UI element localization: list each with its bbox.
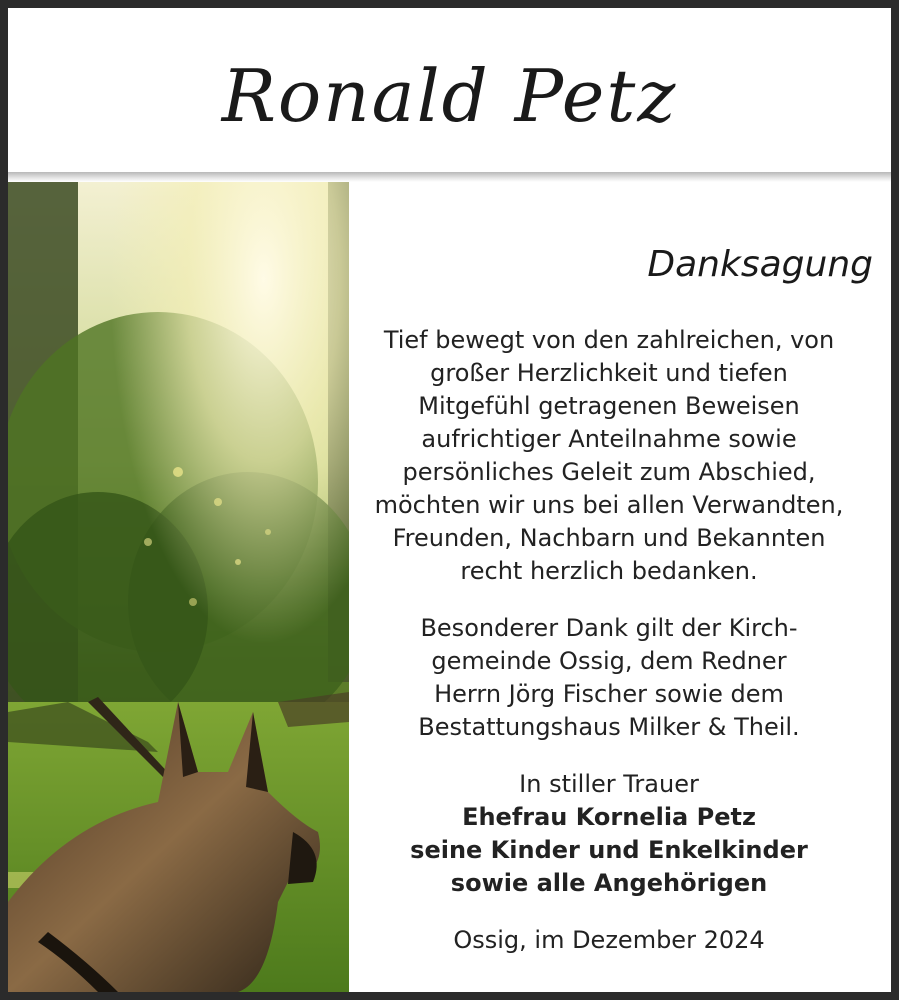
mourner-line: seine Kinder und Enkelkinder	[410, 836, 808, 864]
notice-title: Danksagung	[647, 244, 873, 285]
header-divider	[8, 172, 891, 182]
notice-text-column	[349, 182, 891, 992]
forest-dog-image	[8, 182, 349, 992]
text-line: persönliches Geleit zum Abschied,	[402, 458, 816, 486]
text-line: großer Herzlichkeit und tiefen	[430, 359, 788, 387]
text-line: Besonderer Dank gilt der Kirch-	[420, 614, 798, 642]
mourner-line: sowie alle Angehörigen	[450, 869, 768, 897]
gratitude-paragraph	[349, 324, 869, 588]
mourning-intro: In stiller Trauer	[519, 770, 699, 798]
special-thanks-paragraph	[349, 612, 869, 744]
text-line: Bestattungshaus Milker & Theil.	[418, 713, 800, 741]
text-line: möchten wir uns bei allen Verwandten,	[374, 491, 844, 519]
text-line: Freunden, Nachbarn und Bekannten	[392, 524, 826, 552]
place-date	[349, 924, 869, 957]
text-line: recht herzlich bedanken.	[460, 557, 758, 585]
place-date-text: Ossig, im Dezember 2024	[453, 926, 765, 954]
mourners-block	[349, 768, 869, 900]
mourner-line: Ehefrau Kornelia Petz	[462, 803, 756, 831]
text-line: Tief bewegt von den zahlreichen, von	[383, 326, 835, 354]
name-header	[8, 8, 891, 172]
text-line: aufrichtiger Anteilnahme sowie	[421, 425, 797, 453]
text-line: Herrn Jörg Fischer sowie dem	[434, 680, 784, 708]
text-line: Mitgefühl getragenen Beweisen	[418, 392, 800, 420]
deceased-name: Ronald Petz	[221, 54, 678, 138]
notice-body	[349, 324, 869, 957]
obituary-card	[8, 8, 891, 992]
forest-dog-photo	[8, 182, 349, 992]
text-line: gemeinde Ossig, dem Redner	[431, 647, 787, 675]
